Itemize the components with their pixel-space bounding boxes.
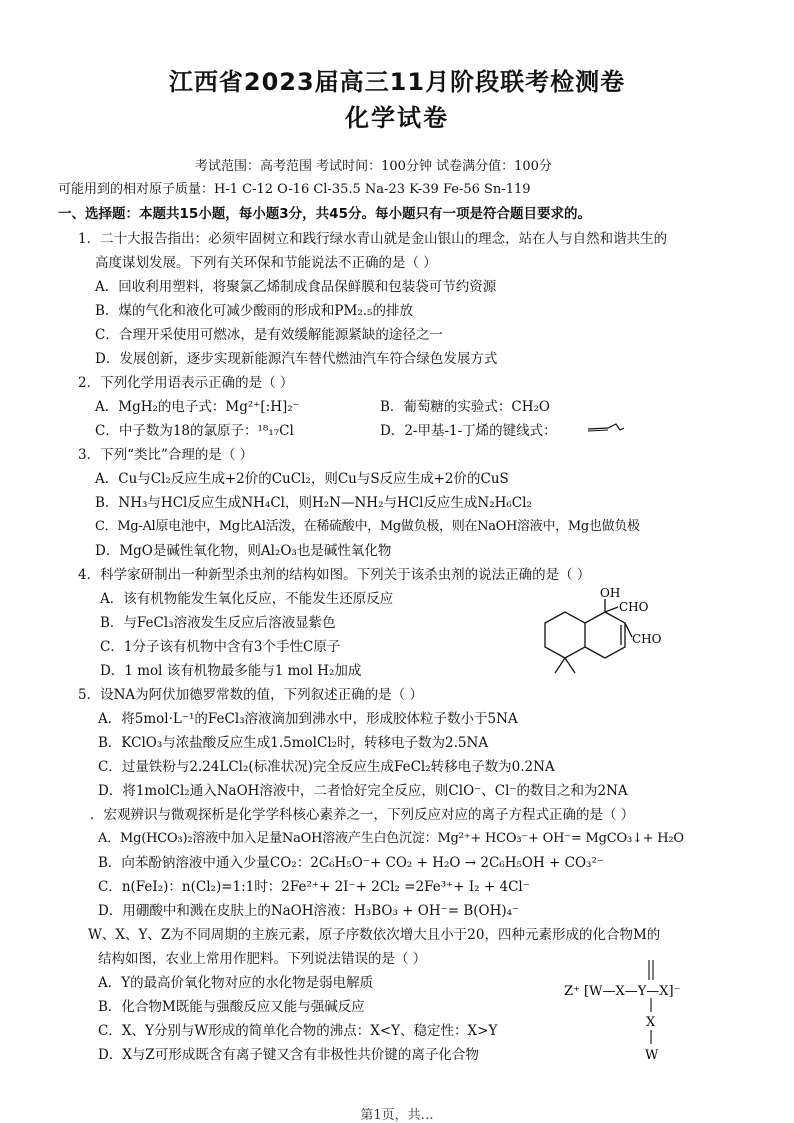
q5-stem: 5．设NA为阿伏加德罗常数的值，下列叙述正确的是（ ） xyxy=(78,687,423,703)
q6-option-b: B．向苯酚钠溶液中通入少量CO₂：2C₆H₅O⁻+ CO₂ + H₂O → 2C₆H₅OH + CO₃²⁻ xyxy=(98,855,604,871)
q4-option-d: D．1 mol 该有机物最多能与1 mol H₂加成 xyxy=(100,663,362,679)
q3-option-a: A．Cu与Cl₂反应生成+2价的CuCl₂，则Cu与S反应生成+2价的CuS xyxy=(95,471,509,487)
q7-stem-line2: 结构如图，农业上常用作肥料。下列说法错误的是（ ） xyxy=(98,951,427,967)
fig-w-label: W xyxy=(645,1048,659,1063)
fig-x-label: X xyxy=(646,1015,656,1030)
q5-option-a: A．将5mol·L⁻¹的FeCl₃溶液滴加到沸水中，形成胶体粒子数小于5NA xyxy=(98,711,518,727)
q1-option-b: B．煤的气化和液化可减少酸雨的形成和PM₂.₅的排放 xyxy=(95,303,413,319)
q6-option-c: C．n(FeI₂)：n(Cl₂)=1:1时：2Fe²⁺+ 2I⁻+ 2Cl₂ =2Fe³⁺+ I₂ + 4Cl⁻ xyxy=(98,879,530,895)
q7-option-c: C．X、Y分别与W形成的简单化合物的沸点：X<Y、稳定性：X>Y xyxy=(98,1023,498,1039)
q2-option-b: B．葡萄糖的实验式：CH₂O xyxy=(380,399,551,415)
q3-option-d: D．MgO是碱性氧化物，则Al₂O₃也是碱性氧化物 xyxy=(95,543,392,559)
q3-stem: 3．下列“类比”合理的是（ ） xyxy=(78,447,254,463)
pesticide-structure-figure xyxy=(520,585,670,690)
q6-option-d: D．用硼酸中和溅在皮肤上的NaOH溶液：H₃BO₃ + OH⁻= B(OH)₄⁻ xyxy=(98,903,520,919)
q7-option-d: D．X与Z可形成既含有离子键又含有非极性共价键的离子化合物 xyxy=(98,1047,479,1063)
q5-option-b: B．KClO₃与浓盐酸反应生成1.5molCl₂时，转移电子数为2.5NA xyxy=(98,735,489,751)
q2-option-c: C．中子数为18的氯原子：¹⁸₁₇Cl xyxy=(95,423,294,439)
compound-m-structure-figure xyxy=(560,958,710,1066)
exam-info: 考试范围：高考范围 考试时间：100分钟 试卷满分值：100分 xyxy=(195,159,552,174)
q1-option-d: D．发展创新，逐步实现新能源汽车替代燃油汽车符合绿色发展方式 xyxy=(95,351,498,367)
q5-option-d: D．将1molCl₂通入NaOH溶液中，二者恰好完全反应，则ClO⁻、Cl⁻的数目之和为2NA xyxy=(98,783,628,799)
q1-stem-line2: 高度谋划发展。下列有关环保和节能说法不正确的是（ ） xyxy=(95,255,437,271)
q6-option-a: A．Mg(HCO₃)₂溶液中加入足量NaOH溶液产生白色沉淀：Mg²⁺+ HCO₃⁻+ OH⁻= MgCO₃↓+ H₂O xyxy=(98,831,684,846)
q7-option-b: B．化合物M既能与强酸反应又能与强碱反应 xyxy=(98,999,365,1015)
q1-stem-line1: 1．二十大报告指出：必须牢固树立和践行绿水青山就是金山银山的理念，站在人与自然和谐共生的 xyxy=(78,231,668,247)
fig-formula-text: Z⁺ [W—X—Y—X]⁻ xyxy=(564,984,681,999)
exam-title: 江西省2023届高三11月阶段联考检测卷 xyxy=(168,68,626,96)
q4-option-c: C．1分子该有机物中含有3个手性C原子 xyxy=(100,639,341,655)
fig-oh-label: OH xyxy=(600,586,621,600)
exam-subtitle: 化学试卷 xyxy=(345,104,449,132)
skeletal-formula-figure xyxy=(586,420,626,436)
page-footer: 第1页，共… xyxy=(360,1108,434,1123)
q1-option-c: C．合理开采使用可燃冰，是有效缓解能源紧缺的途径之一 xyxy=(95,327,443,343)
q6-stem: ．宏观辨识与微观探析是化学学科核心素养之一，下列反应对应的离子方程式正确的是（ ） xyxy=(90,807,635,823)
fig-cho-label-1: CHO xyxy=(619,600,649,614)
q7-stem-line1: W、X、Y、Z为不同周期的主族元素，原子序数依次增大且小于20，四种元素形成的化合物M的 xyxy=(88,927,661,943)
q7-option-a: A．Y的最高价氧化物对应的水化物是弱电解质 xyxy=(98,975,374,991)
q4-option-b: B．与FeCl₃溶液发生反应后溶液显紫色 xyxy=(100,615,336,631)
q3-option-b: B．NH₃与HCl反应生成NH₄Cl，则H₂N—NH₂与HCl反应生成N₂H₆Cl₂ xyxy=(95,495,532,511)
q2-option-a: A．MgH₂的电子式：Mg²⁺[:H]₂⁻ xyxy=(95,399,300,415)
fig-cho-label-2: CHO xyxy=(632,632,662,646)
q4-option-a: A．该有机物能发生氧化反应，不能发生还原反应 xyxy=(100,591,394,607)
q4-stem: 4．科学家研制出一种新型杀虫剂的结构如图。下列关于该杀虫剂的说法正确的是（ ） xyxy=(78,567,591,583)
q5-option-c: C．过量铁粉与2.24LCl₂(标准状况)完全反应生成FeCl₂转移电子数为0.2NA xyxy=(98,759,555,775)
q2-option-d: D．2-甲基-1-丁烯的键线式： xyxy=(380,423,557,439)
q1-option-a: A．回收利用塑料，将聚氯乙烯制成食品保鲜膜和包装袋可节约资源 xyxy=(95,279,497,295)
section-heading: 一、选择题：本题共15小题，每小题3分，共45分。每小题只有一项是符合题目要求的。 xyxy=(58,206,591,222)
q2-stem: 2．下列化学用语表示正确的是（ ） xyxy=(78,375,294,391)
atomic-masses: 可能用到的相对原子质量：H-1 C-12 O-16 Cl-35.5 Na-23 K-39 Fe-56 Sn-119 xyxy=(58,182,531,197)
q3-option-c: C．Mg-Al原电池中，Mg比Al活泼，在稀硫酸中，Mg做负极，则在NaOH溶液中，Mg也做负极 xyxy=(95,519,640,534)
